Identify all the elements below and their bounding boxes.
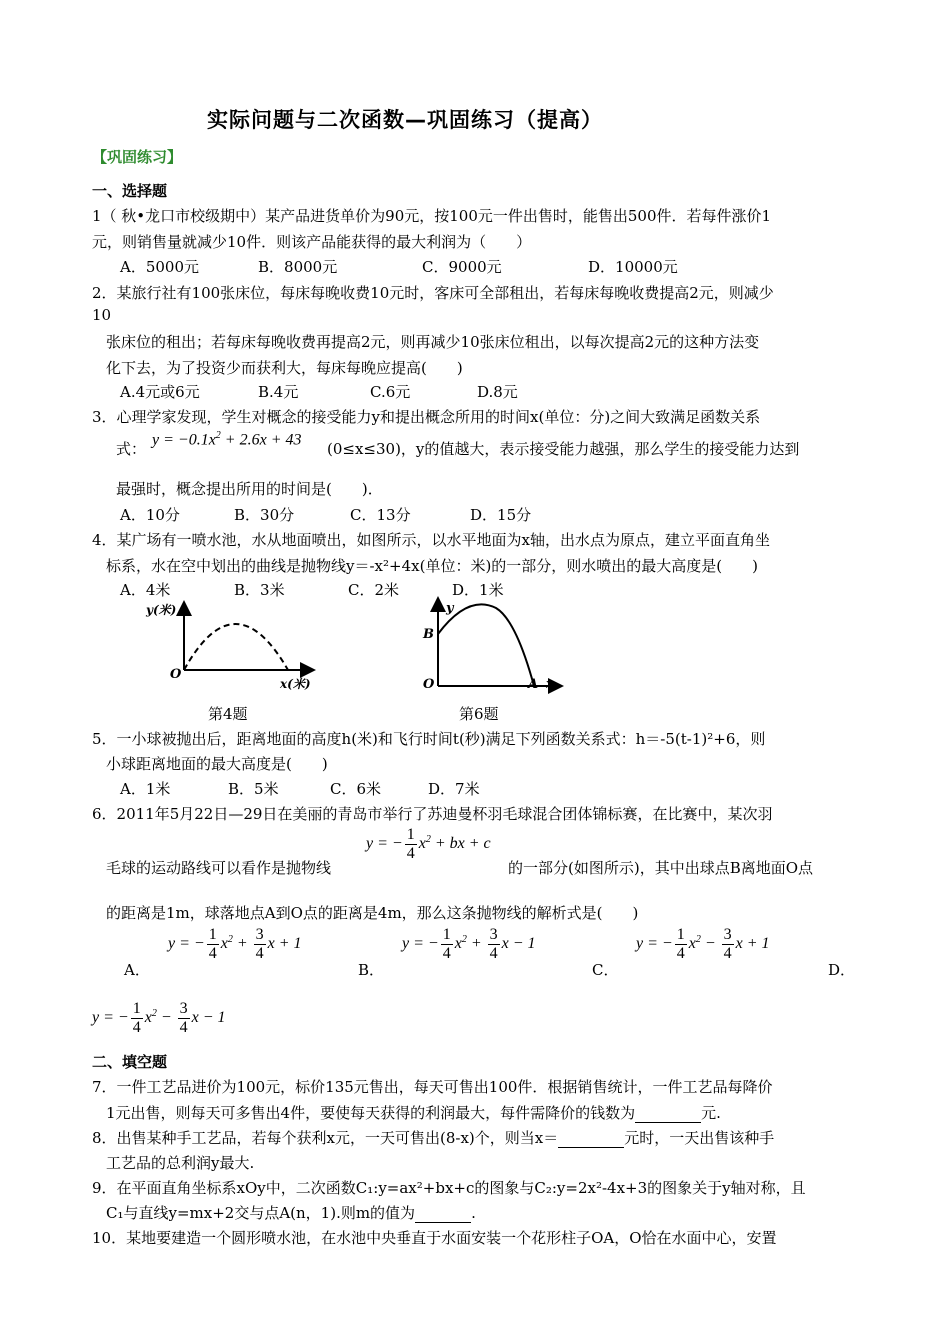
q3-line1: 3．心理学家发现，学生对概念的接受能力y和提出概念所用的时间x(单位：分)之间大致满足函数关系 [92,408,761,426]
q5-option-c: C．6米 [330,780,382,798]
q1-option-d: D．10000元 [588,258,678,276]
q3-option-b: B．30分 [234,506,295,524]
q3-formula [152,430,302,449]
q4-option-d: D．1米 [452,581,504,599]
q6-line1: 6．2011年5月22日—29日在美丽的青岛市举行了苏迪曼杯羽毛球混合团体锦标赛，在比赛中，某次羽 [92,805,773,823]
q5-option-a: A．1米 [120,780,171,798]
q2-option-d: D.8元 [477,383,518,401]
q4-option-a: A．4米 [120,581,171,599]
section-tag: 【巩固练习】 [92,148,183,166]
q2-line4: 化下去，为了投资少而获利大，每床每晚应提高( ) [106,359,463,377]
fig6-y-label: y [446,601,454,616]
fig4-y-label: y(米) [146,603,177,617]
fig4-x-label: x(米) [280,677,311,691]
q6-formula-a: y = − $\frac{1}{4}$ $x^2$ + $\frac{3}{4}$ x + 1 [168,926,302,962]
q7-line2: 1元出售，则每天可多售出4件，要使每天获得的利润最大，每件需降价的钱数为 元. [106,1104,721,1122]
q5-line2: 小球距离地面的最大高度是( ) [106,755,328,773]
q6-line3: 的距离是1m，球落地点A到O点的距离是4m，那么这条抛物线的解析式是( ) [106,904,639,922]
q6-line2-prefix: 毛球的运动路线可以看作是抛物线 [106,859,332,877]
fig6-point-b: B [423,627,434,642]
q1-line2: 元，则销售量就减少10件．则该产品能获得的最大利润为（ ） [92,233,532,251]
fig4-origin: O [170,667,182,682]
q6-main-formula: y = − $\frac{1}{4}$ $x^2$ + bx + c [366,826,491,862]
q3-formula-y: y = −0.1x [152,431,216,449]
q3-option-a: A．10分 [120,506,180,524]
q5-option-b: B．5米 [228,780,279,798]
q10-line1: 10．某地要建造一个圆形喷水池，在水池中央垂直于水面安装一个花形柱子OA，O恰在水面中心，安置 [92,1229,777,1247]
q6-option-c-label: C． [592,961,619,979]
q2-option-b: B.4元 [258,383,299,401]
q3-formula-sup: 2 [215,430,221,441]
q6-line2-suffix: 的一部分(如图所示)，其中出球点B离地面O点 [508,859,814,877]
q2-option-a: A.4元或6元 [120,383,200,401]
q1-option-c: C．9000元 [422,258,502,276]
section-heading-fill: 二、填空题 [92,1053,168,1071]
answer-blank [415,1204,471,1223]
q3-option-c: C．13分 [350,506,411,524]
figure-6 [418,596,568,694]
section-heading-choice: 一、选择题 [92,182,168,200]
q3-line2-suffix: (0≤x≤30)，y的值越大，表示接受能力越强，那么学生的接受能力达到 [327,440,800,458]
q1-option-b: B．8000元 [258,258,338,276]
fraction: $\frac{1}{4}$ [406,826,415,862]
q5-line1: 5．一小球被抛出后，距离地面的高度h(米)和飞行时间t(秒)满足下列函数关系式：h＝-5(t-1)²+6，则 [92,730,766,748]
q9-line1: 9．在平面直角坐标系xOy中，二次函数C₁:y=ax²+bx+c的图象与C₂:y=2x²-4x+3的图象关于y轴对称，且 [92,1179,806,1197]
q6-formula-d: y = − $\frac{1}{4}$ $x^2$ − $\frac{3}{4}$ x − 1 [92,1000,226,1036]
q6-formula-b: y = − $\frac{1}{4}$ $x^2$ + $\frac{3}{4}$ x − 1 [402,926,536,962]
q4-line2: 标系，水在空中划出的曲线是抛物线y＝-x²+4x(单位：米)的一部分，则水喷出的最大高度是( ) [106,557,758,575]
q3-line2-prefix: 式： [116,440,147,458]
q4-option-c: C．2米 [348,581,400,599]
fig6-x-label: x [546,677,554,692]
q2-line1: 2．某旅行社有100张床位，每床每晚收费10元时，客床可全部租出，若每床每晚收费提高2元，则减少 [92,284,774,302]
answer-blank [635,1104,701,1123]
q3-line3: 最强时，概念提出所用的时间是( )． [116,480,383,498]
q9-line2: C₁与直线y=mx+2交与点A(n，1).则m的值为 . [106,1204,476,1222]
q3-option-d: D．15分 [470,506,532,524]
q6-option-d-label: D． [828,961,856,979]
q2-option-c: C.6元 [370,383,411,401]
q3-formula-rest: + 2.6x + 43 [220,431,302,449]
q5-option-d: D．7米 [428,780,480,798]
fig6-caption: 第6题 [459,705,499,723]
q6-formula-c: y = − $\frac{1}{4}$ $x^2$ − $\frac{3}{4}$ x + 1 [636,926,770,962]
q6-f-y: y = − [366,835,403,853]
fig6-origin: O [423,677,435,692]
fig6-parabola [438,604,534,686]
q1-option-a: A．5000元 [120,258,200,276]
q4-line1: 4．某广场有一喷水池，水从地面喷出，如图所示，以水平地面为x轴，出水点为原点，建立平面直角坐 [92,531,771,549]
page-title: 实际问题与二次函数—巩固练习（提高） [207,108,603,132]
fig4-parabola [184,624,288,670]
fig6-point-a: A [528,677,539,692]
q6-option-a-label: A． [124,961,150,979]
q1-line1: 1（ 秋•龙口市校级期中）某产品进货单价为90元，按100元一件出售时，能售出500件．若每件涨价1 [92,207,772,225]
q2-line2: 10 [92,306,112,324]
q6-option-b-label: B． [358,961,385,979]
q4-option-b: B．3米 [234,581,285,599]
answer-blank [558,1129,624,1148]
q8-line1: 8．出售某种手工艺品，若每个获利x元，一天可售出(8-x)个，则当x＝ 元时，一天出售该种手 [92,1129,775,1147]
fig4-caption: 第4题 [208,705,248,723]
q8-line2: 工艺品的总利润y最大. [106,1154,255,1172]
q7-line1: 7．一件工艺品进价为100元，标价135元售出，每天可售出100件．根据销售统计，一件工艺品每降价 [92,1078,773,1096]
figure-4 [140,598,320,698]
q2-line3: 张床位的租出；若每床每晚收费再提高2元，则再减少10张床位租出，以每次提高2元的这种方法变 [106,333,760,351]
